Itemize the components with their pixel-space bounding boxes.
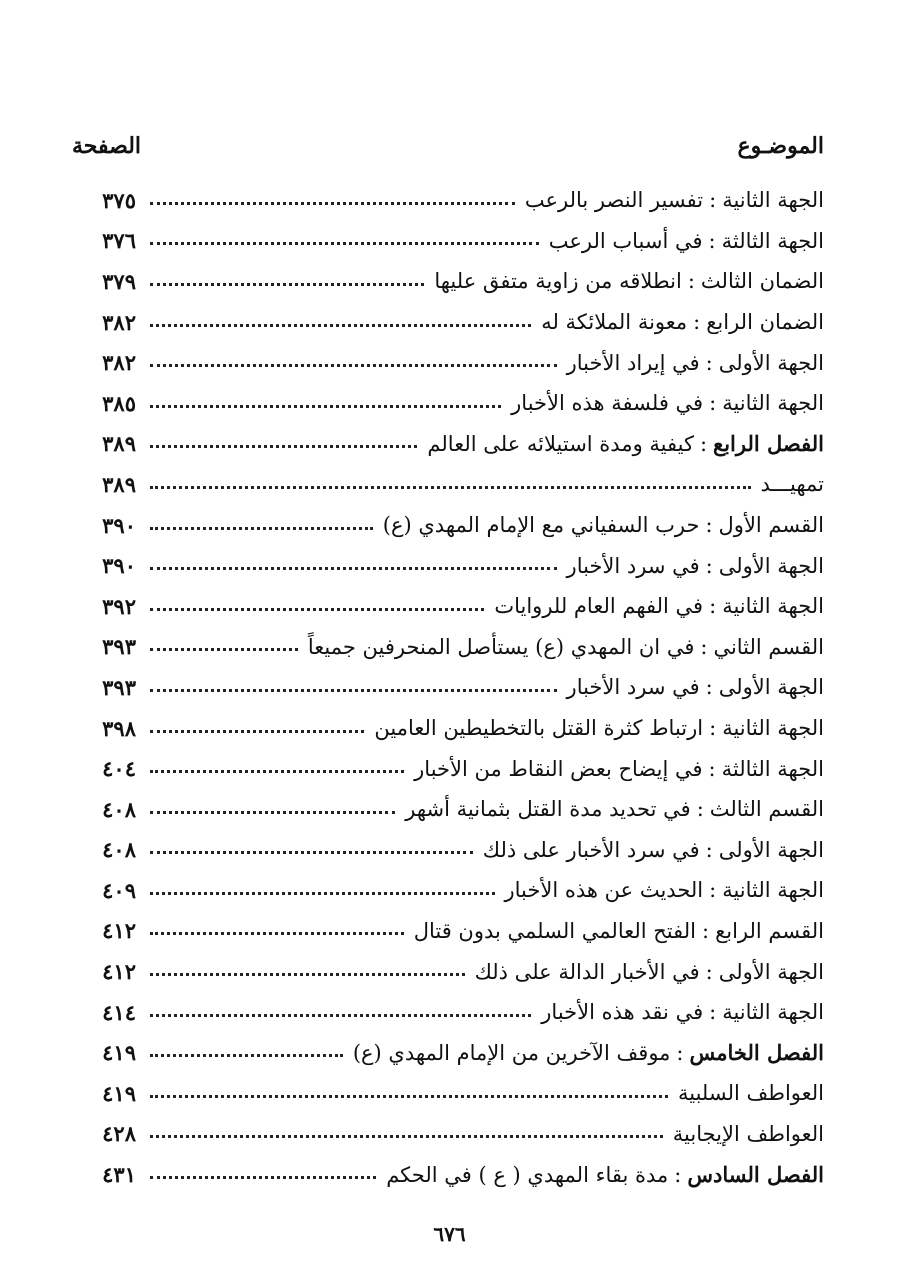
toc-entry-page: ٤١٢ (102, 918, 136, 944)
toc-entry-separator: : (696, 797, 704, 822)
dot-leader (150, 770, 404, 773)
dot-leader (150, 973, 465, 976)
toc-entry-text: كيفية ومدة استيلائه على العالم (427, 432, 694, 457)
toc-entry-label: تمهيـــد (760, 472, 824, 497)
toc-entry (72, 180, 824, 221)
toc-entry-text: ارتباط كثرة القتل بالتخطيطين العامين (374, 716, 704, 741)
toc-entry-text: الحديث عن هذه الأخبار (504, 878, 704, 903)
toc-entry-separator: : (674, 1163, 682, 1188)
dot-leader (150, 242, 539, 245)
toc-entry-text: انطلاقه من زاوية متفق عليها (434, 269, 682, 294)
toc-entry (72, 221, 824, 262)
toc-entry-text: في أسباب الرعب (548, 228, 703, 253)
toc-entry-text: في إيراد الأخبار (566, 350, 700, 375)
toc-entry-page: ٤١٤ (102, 999, 136, 1025)
toc-entry-separator: : (676, 1041, 684, 1066)
toc-entry (72, 302, 824, 343)
toc-entry-separator: : (693, 310, 701, 335)
toc-entry-label: الجهة الثانية (722, 594, 824, 619)
toc-entry (72, 1154, 824, 1195)
dot-leader (150, 1095, 668, 1098)
dot-leader (150, 1135, 663, 1138)
toc-entry-text: في فلسفة هذه الأخبار (511, 391, 704, 416)
toc-list (72, 180, 824, 1195)
toc-entry (72, 1073, 824, 1114)
topic-column-heading: الموضـوع (737, 133, 824, 159)
toc-entry (72, 748, 824, 789)
toc-entry (72, 464, 824, 505)
toc-entry-title (505, 878, 824, 902)
toc-entry-label: الضمان الثالث (700, 269, 824, 294)
toc-entry-title (567, 351, 824, 375)
toc-entry-text: حرب السفياني مع الإمام المهدي (ع) (382, 513, 700, 538)
dot-leader (150, 608, 484, 611)
toc-entry-page: ٤٠٨ (102, 837, 136, 863)
toc-entry-label: الجهة الثالثة (721, 756, 824, 781)
toc-entry-separator: : (709, 188, 717, 213)
toc-entry-label: القسم الثالث (709, 797, 824, 822)
toc-entry-label: الجهة الثانية (722, 716, 824, 741)
toc-entry (72, 708, 824, 749)
toc-entry (72, 627, 824, 668)
dot-leader (150, 202, 515, 205)
toc-entry-separator: : (705, 675, 713, 700)
toc-entry-separator: : (705, 553, 713, 578)
toc-entry-title (434, 269, 824, 293)
toc-entry (72, 545, 824, 586)
toc-entry (72, 1114, 824, 1155)
dot-leader (150, 405, 501, 408)
toc-entry (72, 505, 824, 546)
toc-entry (72, 424, 824, 465)
toc-entry-page: ٣٨٩ (102, 471, 136, 497)
toc-entry-label: الجهة الثانية (722, 188, 824, 213)
toc-entry (72, 261, 824, 302)
toc-entry-separator: : (705, 959, 713, 984)
toc-entry-title (308, 635, 824, 659)
page-column-heading: الصفحة (72, 133, 142, 159)
toc-entry-text: تفسير النصر بالرعب (524, 188, 704, 213)
dot-leader (150, 527, 373, 530)
toc-header (72, 128, 824, 164)
toc-entry-page: ٣٩٠ (102, 553, 136, 579)
dot-leader (150, 283, 424, 286)
toc-entry-label: العواطف السلبية (677, 1081, 824, 1106)
toc-entry-page: ٣٩٠ (102, 512, 136, 538)
toc-entry-text: في الفهم العام للروايات (494, 594, 704, 619)
dot-leader (150, 892, 495, 895)
toc-entry-label: القسم الأول (718, 513, 824, 538)
toc-entry (72, 830, 824, 871)
toc-entry-page: ٤٠٩ (102, 877, 136, 903)
dot-leader (150, 364, 557, 367)
toc-entry-title (374, 716, 824, 740)
toc-entry-text: موقف الآخرين من الإمام المهدي (ع) (352, 1041, 671, 1066)
toc-entry-title (414, 757, 824, 781)
toc-entry-text: في نقد هذه الأخبار (541, 1000, 704, 1025)
toc-entry-title (541, 1000, 824, 1024)
toc-entry-separator: : (708, 756, 716, 781)
toc-entry-separator: : (705, 350, 713, 375)
toc-entry-separator: : (699, 432, 708, 457)
toc-entry-label: الضمان الرابع (706, 310, 824, 335)
toc-entry-title (475, 960, 824, 984)
toc-entry-label: القسم الثاني (713, 634, 824, 659)
toc-entry-title (386, 1162, 824, 1187)
toc-entry-separator: : (709, 716, 717, 741)
dot-leader (150, 730, 364, 733)
toc-entry-page: ٣٧٦ (102, 228, 136, 254)
toc-entry-label: الجهة الأولى (718, 675, 824, 700)
toc-entry-title (549, 229, 824, 253)
toc-entry-separator: : (705, 513, 713, 538)
dot-leader (150, 1176, 376, 1179)
toc-entry-label: الجهة الثانية (722, 878, 824, 903)
toc-entry-title (525, 188, 824, 212)
dot-leader (150, 1014, 531, 1017)
toc-entry-label: الفصل الرابع (713, 431, 824, 457)
toc-entry-page: ٣٨٩ (102, 431, 136, 457)
toc-entry-title (405, 797, 824, 821)
dot-leader (150, 324, 531, 327)
toc-entry-page: ٤٢٨ (102, 1121, 136, 1147)
toc-entry-text: الفتح العالمي السلمي بدون قتال (413, 918, 696, 943)
toc-entry-page: ٤٠٤ (102, 756, 136, 782)
toc-entry-label: القسم الرابع (715, 918, 824, 943)
toc-entry-page: ٣٨٢ (102, 309, 136, 335)
toc-entry-text: في سرد الأخبار على ذلك (482, 837, 700, 862)
dot-leader (150, 932, 404, 935)
toc-entry (72, 789, 824, 830)
toc-entry-title (511, 391, 824, 415)
toc-entry-text: في ان المهدي (ع) يستأصل المنحرفين جميعاً (307, 634, 695, 659)
toc-entry-title (567, 675, 824, 699)
toc-entry-separator: : (708, 228, 716, 253)
toc-entry-text: معونة الملائكة له (541, 310, 688, 335)
toc-entry-page: ٣٨٥ (102, 390, 136, 416)
toc-entry-separator: : (702, 918, 710, 943)
dot-leader (150, 811, 395, 814)
dot-leader (150, 445, 417, 448)
dot-leader (150, 648, 298, 651)
toc-entry-label: الفصل السادس (687, 1162, 824, 1188)
toc-entry-page: ٤٣١ (102, 1162, 136, 1188)
toc-entry-separator: : (709, 594, 717, 619)
toc-entry (72, 870, 824, 911)
toc-entry-label: الجهة الثالثة (721, 228, 824, 253)
toc-entry-label: الفصل الخامس (689, 1040, 824, 1066)
dot-leader (150, 1054, 343, 1057)
dot-leader (150, 851, 473, 854)
toc-entry-text: في الأخبار الدالة على ذلك (474, 959, 700, 984)
toc-entry-separator: : (687, 269, 695, 294)
dot-leader (150, 689, 557, 692)
toc-entry-page: ٣٩٢ (102, 593, 136, 619)
dot-leader (150, 567, 557, 570)
toc-entry-page: ٤١٩ (102, 1040, 136, 1066)
toc-entry (72, 383, 824, 424)
toc-entry-separator: : (705, 837, 713, 862)
toc-entry (72, 586, 824, 627)
toc-entry-title (567, 554, 824, 578)
toc-entry-page: ٣٧٩ (102, 268, 136, 294)
toc-entry-page: ٣٩٨ (102, 715, 136, 741)
toc-entry-separator: : (709, 1000, 717, 1025)
toc-entry (72, 342, 824, 383)
toc-entry-title (414, 919, 824, 943)
toc-entry-title (673, 1122, 824, 1146)
toc-entry-title (353, 1040, 824, 1065)
toc-entry-title (678, 1081, 824, 1105)
toc-entry-page: ٤١٩ (102, 1080, 136, 1106)
toc-entry-title (383, 513, 824, 537)
toc-entry (72, 951, 824, 992)
toc-entry-title (483, 838, 824, 862)
page-number: ٦٧٦ (433, 1222, 466, 1246)
dot-leader (150, 486, 751, 489)
toc-entry (72, 992, 824, 1033)
toc-entry-separator: : (700, 634, 708, 659)
toc-entry-page: ٣٩٣ (102, 634, 136, 660)
toc-entry-page: ٣٧٥ (102, 187, 136, 213)
toc-entry (72, 1032, 824, 1073)
toc-entry-separator: : (709, 878, 717, 903)
toc-entry-text: في سرد الأخبار (566, 675, 700, 700)
toc-entry-label: الجهة الأولى (718, 959, 824, 984)
toc-entry (72, 911, 824, 952)
toc-entry-page: ٤٠٨ (102, 796, 136, 822)
toc-entry-title (761, 472, 824, 496)
toc-entry-page: ٤١٢ (102, 959, 136, 985)
toc-entry-text: في سرد الأخبار (566, 553, 700, 578)
toc-entry (72, 667, 824, 708)
toc-entry-text: في إيضاح بعض النقاط من الأخبار (414, 756, 703, 781)
toc-entry-separator: : (709, 391, 717, 416)
toc-entry-text: في تحديد مدة القتل بثمانية أشهر (405, 797, 691, 822)
toc-entry-page: ٣٨٢ (102, 350, 136, 376)
toc-entry-label: الجهة الثانية (722, 391, 824, 416)
toc-entry-title (541, 310, 824, 334)
toc-entry-label: العواطف الإيجابية (672, 1121, 824, 1146)
toc-entry-page: ٣٩٣ (102, 674, 136, 700)
toc-entry-title (494, 594, 824, 618)
toc-entry-label: الجهة الأولى (718, 837, 824, 862)
toc-entry-label: الجهة الأولى (718, 350, 824, 375)
toc-entry-label: الجهة الثانية (722, 1000, 824, 1025)
toc-entry-title (427, 431, 824, 456)
toc-entry-label: الجهة الأولى (718, 553, 824, 578)
toc-entry-text: مدة بقاء المهدي ( ع ) في الحكم (386, 1163, 669, 1188)
